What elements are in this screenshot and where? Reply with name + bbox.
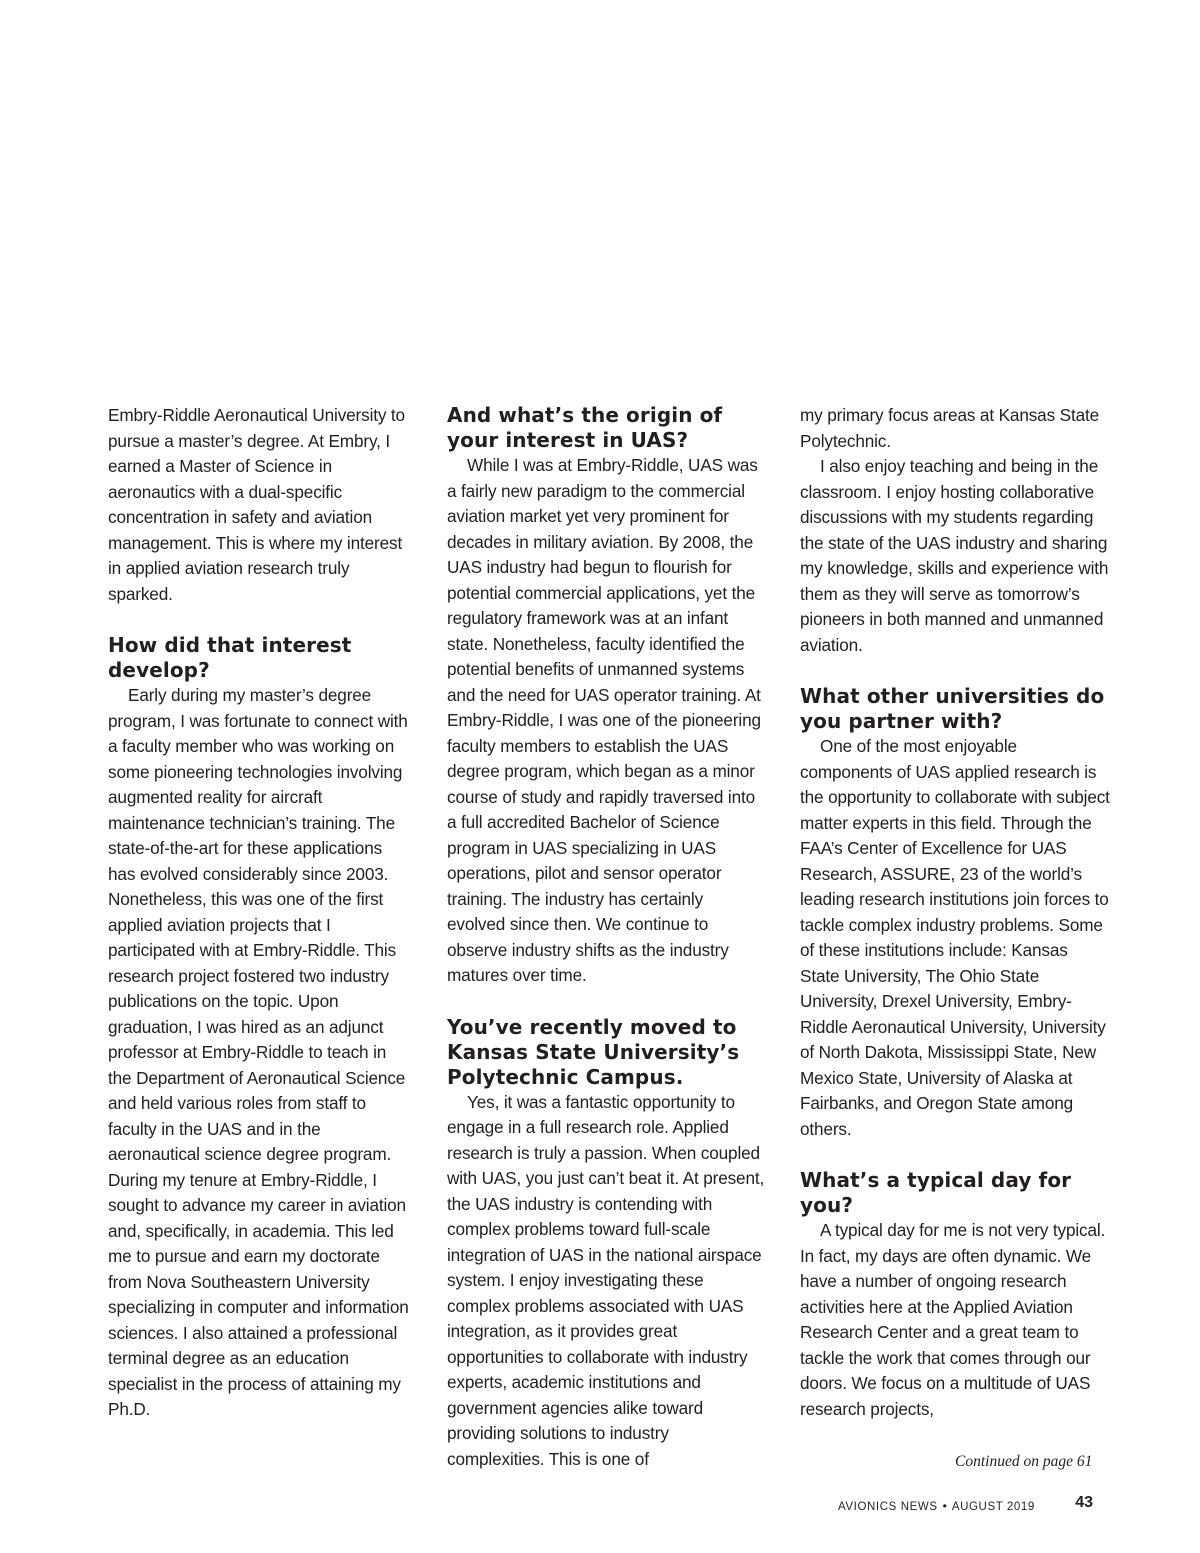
article-column-2 [447, 403, 765, 1472]
footer-separator: • [942, 1499, 947, 1513]
section-heading: What other universities do you partner with? [800, 684, 1105, 733]
body-paragraph: I also enjoy teaching and being in the classroom. I enjoy hosting collaborative discussions with my students regarding the state of the UAS industry and sharing my knowledge, skills and experience with them as they will serve as tomorrow’s pioneers in both manned and unmanned aviation. [800, 456, 1109, 655]
section-heading: What’s a typical day for you? [800, 1168, 1072, 1217]
page-footer [838, 1494, 1098, 1521]
body-paragraph: my primary focus areas at Kansas State Polytechnic. [800, 405, 1100, 451]
page-number: 43 [1075, 1494, 1093, 1511]
article-column-1 [108, 403, 413, 1423]
body-paragraph: While I was at Embry-Riddle, UAS was a fairly new paradigm to the commercial aviation market yet very prominent for decades in military aviation. By 2008, the UAS industry had begun to flourish for potential commercial applications, yet the regulatory framework was at an infant state. Nonetheless, faculty identified the potential benefits of unmanned systems and the need for UAS operator training. At Embry-Riddle, I was one of the pioneering faculty members to establish the UAS degree program, which began as a minor course of study and rapidly traversed into a full accredited Bachelor of Science program in UAS specializing in UAS operations, pilot and sensor operator training. The industry has certainly evolved since then. We continue to observe industry shifts as the industry matures over time. [447, 455, 761, 985]
footer-date: AUGUST 2019 [951, 1501, 1035, 1513]
continued-note: Continued on page 61 [955, 1453, 1093, 1470]
section-heading: How did that interest develop? [108, 633, 352, 682]
section-heading: And what’s the origin of your interest in UAS? [447, 403, 723, 452]
section-heading: You’ve recently moved to Kansas State University’s Polytechnic Campus. [447, 1014, 740, 1089]
body-paragraph: Yes, it was a fantastic opportunity to engage in a full research role. Applied research is truly a passion. When coupled with UAS, you just can’t beat it. At present, the UAS industry is contending with complex problems toward full-scale integration of UAS in the national airspace system. I enjoy investigating these complex problems associated with UAS integration, as it provides great opportunities to collaborate with industry experts, academic institutions and government agencies alike toward providing solutions to industry complexities. This is one of [447, 1091, 765, 1469]
body-paragraph: Early during my master’s degree program, I was fortunate to connect with a faculty member who was working on some pioneering technologies involving augmented reality for aircraft maintenance technician’s training. The state-of-the-art for these applications has evolved considerably since 2003. Nonetheless, this was one of the first applied aviation projects that I participated with at Embry-Riddle. This research project fostered two industry publications on the topic. Upon graduation, I was hired as an adjunct professor at Embry-Riddle to teach in the Department of Aeronautical Science and held various roles from staff to faculty in the UAS and in the aeronautical science degree program. During my tenure at Embry-Riddle, I sought to advance my career in aviation and, specifically, in academia. This led me to pursue and earn my doctorate from Nova Southeastern University specializing in computer and information sciences. I also attained a professional terminal degree as an education specialist in the process of attaining my Ph.D. [108, 685, 409, 1419]
body-paragraph: Embry-Riddle Aeronautical University to pursue a master’s degree. At Embry, I earned a Master of Science in aeronautics with a dual-specific concentration in safety and aviation management. This is where my interest in applied aviation research truly sparked. [108, 405, 405, 604]
article-column-3 [800, 403, 1110, 1422]
body-paragraph: A typical day for me is not very typical. In fact, my days are often dynamic. We have a number of ongoing research activities here at the Applied Aviation Research Center and a great team to tackle the work that comes through our doors. We focus on a multitude of UAS research projects, [800, 1220, 1106, 1419]
footer-publication: AVIONICS NEWS [838, 1501, 938, 1513]
body-paragraph: One of the most enjoyable components of UAS applied research is the opportunity to collaborate with subject matter experts in this field. Through the FAA’s Center of Excellence for UAS Research, ASSURE, 23 of the world’s leading research institutions join forces to tackle complex industry problems. Some of these institutions include: Kansas State University, The Ohio State University, Drexel University, Embry-Riddle Aeronautical University, University of North Dakota, Mississippi State, New Mexico State, University of Alaska at Fairbanks, and Oregon State among others. [800, 736, 1110, 1139]
